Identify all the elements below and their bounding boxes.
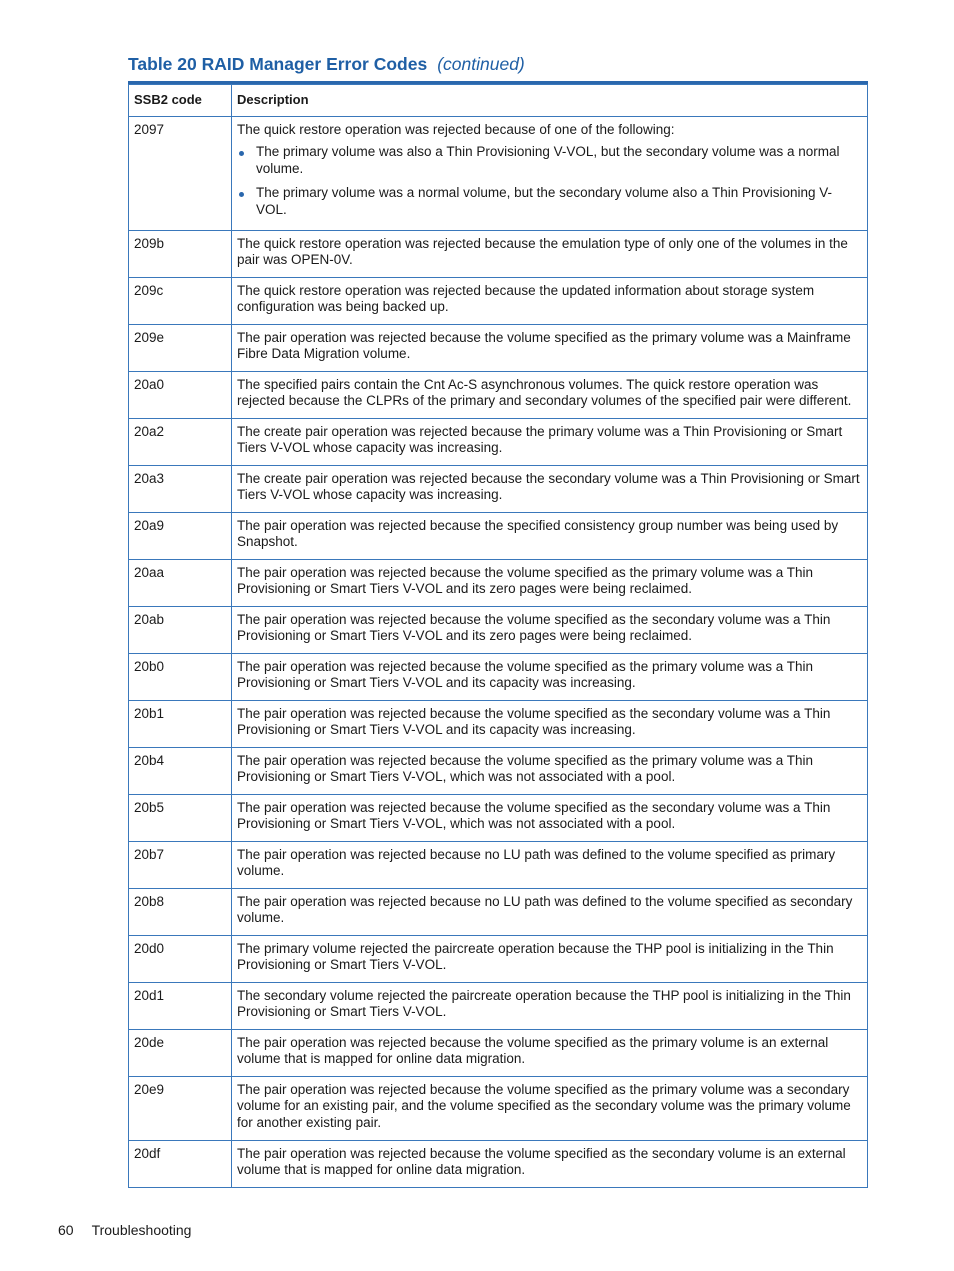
ssb2-code-cell: 209b xyxy=(129,230,232,277)
description-cell: The pair operation was rejected because the volume specified as the primary volume was a Mainframe Fibre Data Migration volume. xyxy=(232,324,868,371)
description-cell: The specified pairs contain the Cnt Ac-S asynchronous volumes. The quick restore operation was rejected because the CLPRs of the primary and secondary volumes of the specified pair were different. xyxy=(232,371,868,418)
description-cell: The pair operation was rejected because the volume specified as the primary volume is an external volume that is mapped for online data migration. xyxy=(232,1029,868,1076)
description-cell: The pair operation was rejected because the volume specified as the secondary volume was a Thin Provisioning or Smart Tiers V-VOL and its capacity was increasing. xyxy=(232,700,868,747)
list-item-text: The primary volume was also a Thin Provisioning V-VOL, but the secondary volume was a normal volume. xyxy=(256,144,840,176)
table-row xyxy=(129,116,868,230)
table-row xyxy=(129,606,868,653)
table-row xyxy=(129,794,868,841)
page-number: 60 xyxy=(58,1222,74,1238)
description-cell: The quick restore operation was rejected because the updated information about storage system configuration was being backed up. xyxy=(232,277,868,324)
ssb2-code-cell: 20a3 xyxy=(129,465,232,512)
header-description: Description xyxy=(232,85,868,117)
bullet-icon xyxy=(239,192,244,197)
table-row xyxy=(129,1140,868,1187)
table-row xyxy=(129,512,868,559)
description-cell: The primary volume rejected the paircreate operation because the THP pool is initializing in the Thin Provisioning or Smart Tiers V-VOL. xyxy=(232,935,868,982)
ssb2-code-cell: 20ab xyxy=(129,606,232,653)
description-cell: The create pair operation was rejected because the secondary volume was a Thin Provisioning or Smart Tiers V-VOL whose capacity was increasing. xyxy=(232,465,868,512)
ssb2-code-cell: 2097 xyxy=(129,116,232,230)
table-row xyxy=(129,888,868,935)
list-item xyxy=(237,144,862,177)
table-row xyxy=(129,700,868,747)
ssb2-code-cell: 20b7 xyxy=(129,841,232,888)
description-cell: The pair operation was rejected because the volume specified as the secondary volume was a Thin Provisioning or Smart Tiers V-VOL, which was not associated with a pool. xyxy=(232,794,868,841)
description-cell: The pair operation was rejected because the volume specified as the primary volume was a Thin Provisioning or Smart Tiers V-VOL and its zero pages were being reclaimed. xyxy=(232,559,868,606)
ssb2-code-cell: 209e xyxy=(129,324,232,371)
description-cell: The pair operation was rejected because the volume specified as the primary volume was a Thin Provisioning or Smart Tiers V-VOL and its capacity was increasing. xyxy=(232,653,868,700)
table-row xyxy=(129,653,868,700)
table-row xyxy=(129,371,868,418)
table-caption xyxy=(128,54,525,75)
table-row xyxy=(129,935,868,982)
list-item xyxy=(237,185,862,218)
ssb2-code-cell: 20b0 xyxy=(129,653,232,700)
ssb2-code-cell: 209c xyxy=(129,277,232,324)
ssb2-code-cell: 20d0 xyxy=(129,935,232,982)
ssb2-code-cell: 20aa xyxy=(129,559,232,606)
list-item-text: The primary volume was a normal volume, but the secondary volume also a Thin Provisioning V-VOL. xyxy=(256,185,833,217)
reason-list xyxy=(237,144,862,218)
description-cell: The pair operation was rejected because no LU path was defined to the volume specified as secondary volume. xyxy=(232,888,868,935)
ssb2-code-cell: 20a0 xyxy=(129,371,232,418)
description-cell: The pair operation was rejected because the volume specified as the primary volume was a secondary volume for an existing pair, and the volume specified as the secondary volume was the primary volume for another existing pair. xyxy=(232,1076,868,1140)
page-footer xyxy=(58,1222,191,1238)
table-header-row xyxy=(129,85,868,117)
description-intro: The quick restore operation was rejected because of one of the following: xyxy=(237,121,675,137)
ssb2-code-cell: 20e9 xyxy=(129,1076,232,1140)
ssb2-code-cell: 20b4 xyxy=(129,747,232,794)
description-cell: The secondary volume rejected the paircreate operation because the THP pool is initializing in the Thin Provisioning or Smart Tiers V-VOL. xyxy=(232,982,868,1029)
bullet-icon xyxy=(239,151,244,156)
table-row xyxy=(129,324,868,371)
table-row xyxy=(129,277,868,324)
description-cell: The pair operation was rejected because no LU path was defined to the volume specified as primary volume. xyxy=(232,841,868,888)
description-cell: The create pair operation was rejected because the primary volume was a Thin Provisioning or Smart Tiers V-VOL whose capacity was increasing. xyxy=(232,418,868,465)
continued-label: (continued) xyxy=(437,54,525,74)
ssb2-code-cell: 20d1 xyxy=(129,982,232,1029)
ssb2-code-cell: 20a2 xyxy=(129,418,232,465)
description-cell: The pair operation was rejected because the volume specified as the secondary volume was a Thin Provisioning or Smart Tiers V-VOL and its zero pages were being reclaimed. xyxy=(232,606,868,653)
table-row xyxy=(129,841,868,888)
table-row xyxy=(129,747,868,794)
table-row xyxy=(129,559,868,606)
description-cell: The pair operation was rejected because the specified consistency group number was being used by Snapshot. xyxy=(232,512,868,559)
description-cell: The pair operation was rejected because the volume specified as the primary volume was a Thin Provisioning or Smart Tiers V-VOL, which was not associated with a pool. xyxy=(232,747,868,794)
description-cell xyxy=(232,116,868,230)
ssb2-code-cell: 20b8 xyxy=(129,888,232,935)
header-ssb2-code: SSB2 code xyxy=(129,85,232,117)
footer-section-title: Troubleshooting xyxy=(91,1222,192,1238)
table-row xyxy=(129,1029,868,1076)
ssb2-code-cell: 20b1 xyxy=(129,700,232,747)
ssb2-code-cell: 20b5 xyxy=(129,794,232,841)
table-row xyxy=(129,465,868,512)
table-title: Table 20 RAID Manager Error Codes xyxy=(128,54,428,74)
description-cell: The pair operation was rejected because the volume specified as the secondary volume is an external volume that is mapped for online data migration. xyxy=(232,1140,868,1187)
ssb2-code-cell: 20de xyxy=(129,1029,232,1076)
table-row xyxy=(129,418,868,465)
error-codes-table xyxy=(128,84,868,1188)
ssb2-code-cell: 20df xyxy=(129,1140,232,1187)
error-codes-table-wrap xyxy=(128,81,868,1188)
ssb2-code-cell: 20a9 xyxy=(129,512,232,559)
table-row xyxy=(129,982,868,1029)
table-row xyxy=(129,1076,868,1140)
table-row xyxy=(129,230,868,277)
description-cell: The quick restore operation was rejected because the emulation type of only one of the volumes in the pair was OPEN-0V. xyxy=(232,230,868,277)
